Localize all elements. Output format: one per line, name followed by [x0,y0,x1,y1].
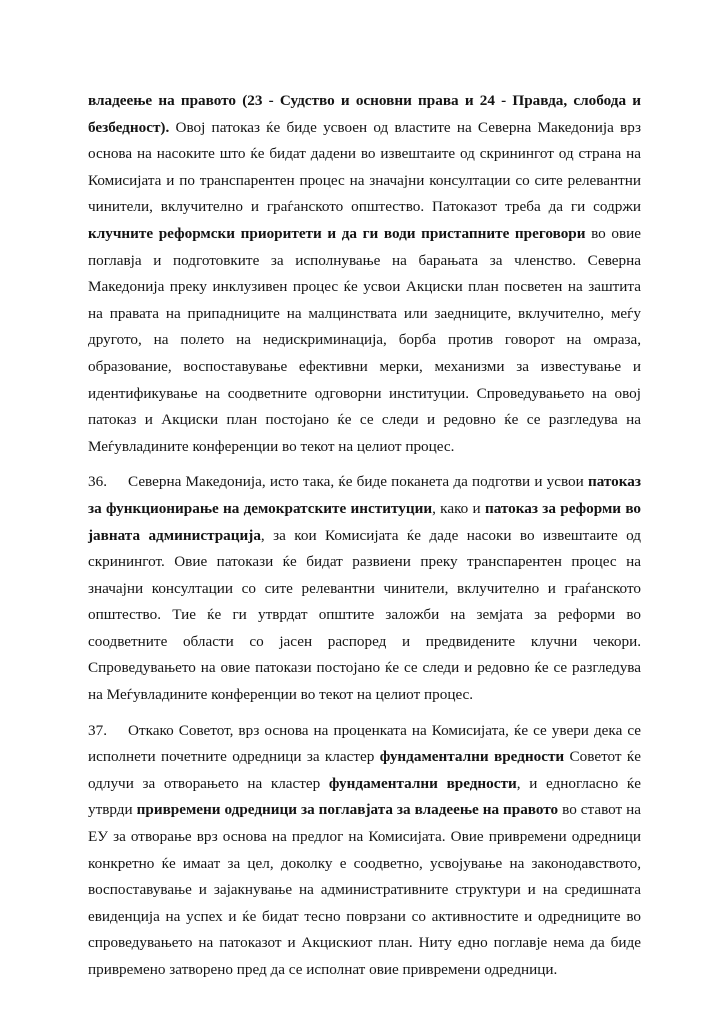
paragraph-continuation [88,88,641,460]
body-text: , и едногласно ќе утврди [88,774,641,819]
body-text: Северна Македонија, исто така, ќе биде поканета да подготви и усвои [128,473,588,491]
paragraph-number: 36. [88,473,107,491]
bold-text: патоказ за реформи во јавната администрација [88,499,642,544]
body-text: , за кои Комисијата ќе даде насоки во извештаите од скринингот. Овие патокази ќе бидат развиени преку транспарентен процес на значајни консултации со сите релевантни чинители, вклучително и граѓанското општество. Тие ќе ги утврдат општите заложби на земјата за реформи во соодветните области со јасен распоред и предвидените клучни чекори. Спроведувањето на овие патокази постојано ќе се следи и редовно ќе се разгледува на Меѓувладините конференции во текот на целиот процес. [88,526,641,704]
body-text: Откако Советот, врз основа на проценката на Комисијата, ќе се увери дека се исполнети почетните одредници за кластер [88,721,641,766]
body-text: Советот ќе одлучи за отворањето на кластер [88,748,641,792]
body-text: во овие поглавја и подготовките за исполнување на барањата за членство. Северна Македонија преку инклузивен процес ќе усвои Акциски план посветен на заштита на правата на припадниците на малцинствата или заедниците, вклучително, меѓу другото, на полето на недискриминација, борба против говорот на омраза, образование, воспоставување ефективни мерки, механизми за известување и идентификување на соодветните одговорни институции. Спроведувањето на овој патоказ и Акциски план постојано ќе се следи и редовно ќе се разгледува на Меѓувладините конференции во текот на целиот процес. [88,224,642,455]
bold-text: клучните реформски приоритети и да ги води пристапните преговори [88,224,586,242]
bold-text: привремени одредници за поглавјата за владеење на правото [136,801,559,819]
body-text: , како и [432,499,485,517]
paragraph-36 [88,469,641,708]
bold-text: фундаментални вредности [328,774,517,792]
bold-text: владеење на правото (23 - Судство и основни права и 24 - Правда, слобода и безбедност). [88,92,641,136]
body-text: во ставот на ЕУ за отворање врз основа на предлог на Комисијата. Овие привремени одредници конкретно ќе имаат за цел, доколку е соодветно, усвојување на законодавството, воспоставување и зајакнување на административните структури и на средишната евиденција на успех и ќе бидат тесно поврзани со активностите и одредниците во спроведувањето на патоказот и Акцискиот план. Ниту едно поглавје нема да биде привремено затворено пред да се исполнат овие привремени одредници. [88,801,642,978]
body-text: Овој патоказ ќе биде усвоен од властите на Северна Македонија врз основа на насоките што ќе бидат дадени во извештаите од скринингот од страна на Комисијата и по транспарентен процес на значајни консултации со сите релевантни чинители, вклучително и граѓанското општество. Патоказот треба да ги содржи [88,118,641,216]
bold-text: фундаментални вредности [379,748,565,766]
paragraph-37 [88,718,641,984]
bold-text: патоказ за функционирање на демократските институции [88,473,641,517]
document-page [88,88,641,993]
paragraph-number: 37. [88,721,107,739]
